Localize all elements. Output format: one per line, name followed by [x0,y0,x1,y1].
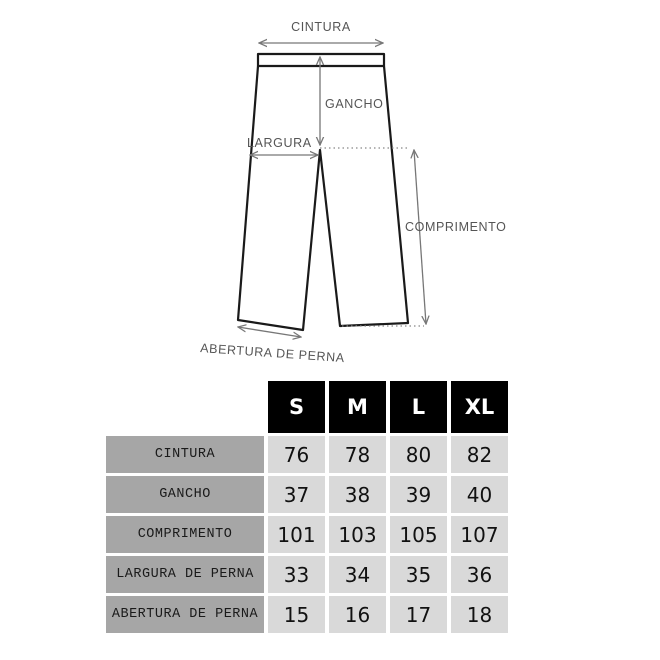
comprimento-label: COMPRIMENTO [405,220,507,234]
size-header-xl: XL [451,381,508,433]
value-comprimento-l: 105 [390,516,447,553]
abertura-label: ABERTURA DE PERNA [199,341,346,366]
value-gancho-xl: 40 [451,476,508,513]
value-comprimento-xl: 107 [451,516,508,553]
value-largura-m: 34 [329,556,386,593]
row-label-largura-de-perna: LARGURA DE PERNA [106,556,264,593]
row-label-gancho: GANCHO [106,476,264,513]
row-label-abertura-de-perna: ABERTURA DE PERNA [106,596,264,633]
value-comprimento-m: 103 [329,516,386,553]
size-header-l: L [390,381,447,433]
value-abertura-l: 17 [390,596,447,633]
value-largura-s: 33 [268,556,325,593]
value-abertura-s: 15 [268,596,325,633]
value-comprimento-s: 101 [268,516,325,553]
value-gancho-m: 38 [329,476,386,513]
value-gancho-s: 37 [268,476,325,513]
row-label-cintura: CINTURA [106,436,264,473]
value-gancho-l: 39 [390,476,447,513]
gancho-label: GANCHO [325,97,384,111]
value-cintura-m: 78 [329,436,386,473]
value-cintura-xl: 82 [451,436,508,473]
cintura-label: CINTURA [291,20,351,34]
largura-label: LARGURA [247,136,312,150]
value-cintura-l: 80 [390,436,447,473]
value-abertura-xl: 18 [451,596,508,633]
value-largura-xl: 36 [451,556,508,593]
value-abertura-m: 16 [329,596,386,633]
row-label-comprimento: COMPRIMENTO [106,516,264,553]
size-header-s: S [268,381,325,433]
value-largura-l: 35 [390,556,447,593]
value-cintura-s: 76 [268,436,325,473]
size-header-m: M [329,381,386,433]
